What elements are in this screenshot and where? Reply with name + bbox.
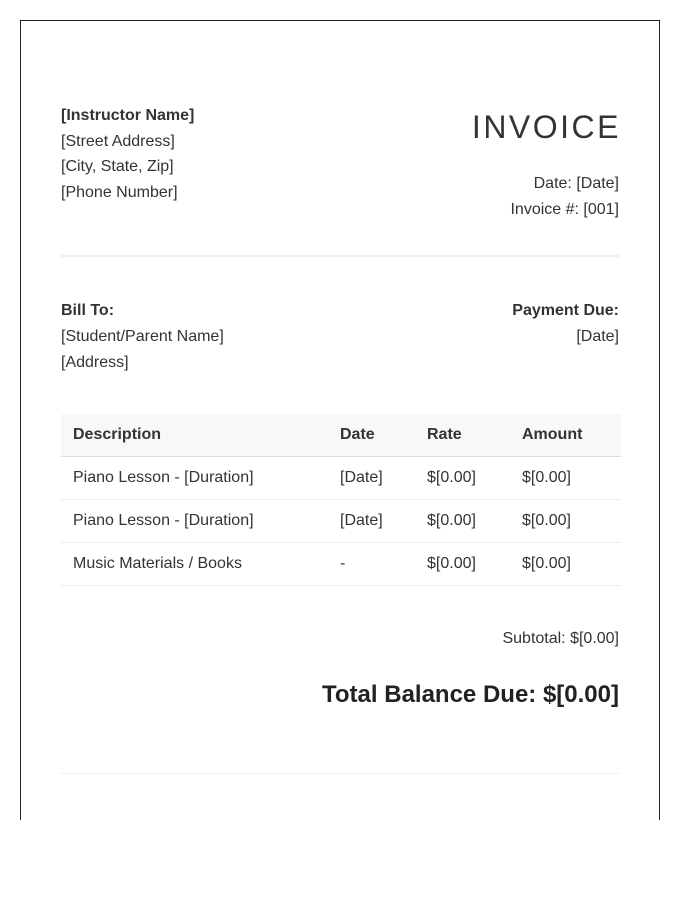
bill-to bbox=[61, 298, 224, 376]
cell-rate: $[0.00] bbox=[415, 457, 510, 500]
invoice-date: Date: [Date] bbox=[533, 175, 619, 192]
table-row bbox=[61, 543, 621, 586]
cell-description: Piano Lesson - [Duration] bbox=[61, 457, 328, 500]
street-address: [Street Address] bbox=[61, 132, 175, 150]
bill-to-label: Bill To: bbox=[61, 302, 115, 319]
invoice-meta bbox=[472, 171, 619, 223]
column-header-description: Description bbox=[61, 414, 328, 457]
payment-due bbox=[512, 298, 619, 350]
total-balance-due: Total Balance Due: $[0.00] bbox=[322, 681, 619, 708]
column-header-date: Date bbox=[328, 414, 415, 457]
cell-date: [Date] bbox=[328, 500, 415, 543]
footer-divider bbox=[61, 773, 619, 774]
payment-due-label: Payment Due: bbox=[512, 302, 619, 319]
totals-section bbox=[322, 626, 619, 710]
city-state-zip: [City, State, Zip] bbox=[61, 158, 174, 175]
table-header-row bbox=[61, 414, 621, 457]
bill-to-address: [Address] bbox=[61, 354, 129, 371]
phone-number: [Phone Number] bbox=[61, 183, 178, 201]
cell-amount: $[0.00] bbox=[510, 457, 621, 500]
line-items-table bbox=[61, 414, 621, 586]
invoice-page bbox=[20, 20, 660, 820]
column-header-amount: Amount bbox=[510, 414, 621, 457]
cell-rate: $[0.00] bbox=[415, 500, 510, 543]
cell-date: - bbox=[328, 543, 415, 586]
header-divider bbox=[61, 255, 619, 257]
invoice-content bbox=[61, 21, 619, 820]
instructor-name: [Instructor Name] bbox=[61, 107, 195, 124]
cell-description: Music Materials / Books bbox=[61, 543, 328, 586]
cell-description: Piano Lesson - [Duration] bbox=[61, 500, 328, 543]
cell-date: [Date] bbox=[328, 457, 415, 500]
column-header-rate: Rate bbox=[415, 414, 510, 457]
cell-rate: $[0.00] bbox=[415, 543, 510, 586]
invoice-title: INVOICE bbox=[471, 109, 621, 145]
table-row bbox=[61, 500, 621, 543]
payment-due-date: [Date] bbox=[576, 328, 619, 345]
invoice-header bbox=[61, 103, 619, 223]
bill-to-name: [Student/Parent Name] bbox=[61, 328, 224, 345]
cell-amount: $[0.00] bbox=[510, 500, 621, 543]
table-row bbox=[61, 457, 621, 500]
invoice-number: Invoice #: [001] bbox=[510, 201, 619, 218]
cell-amount: $[0.00] bbox=[510, 543, 621, 586]
sender-info bbox=[61, 103, 194, 205]
invoice-info bbox=[472, 107, 619, 223]
subtotal: Subtotal: $[0.00] bbox=[502, 630, 619, 647]
